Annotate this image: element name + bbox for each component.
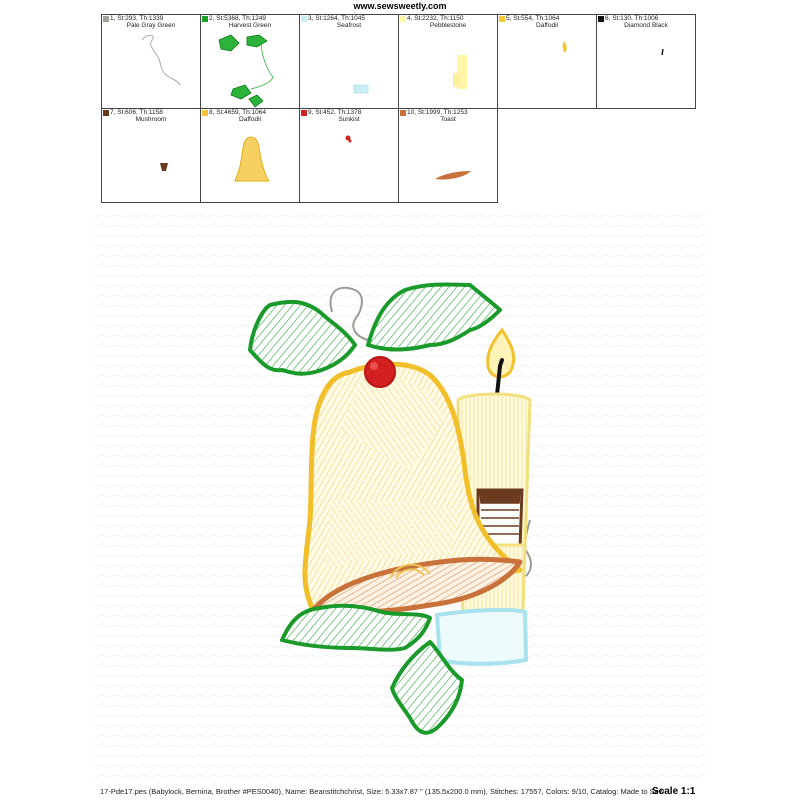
holly-leaves-thumb-icon [201,15,299,108]
gray-outline-thumb-icon [102,15,200,108]
wick-thumb-icon [597,15,695,108]
color-cell-1 [101,14,201,109]
color-stats-9: 9, St:452, Th:1378 [308,109,362,116]
color-cell-10 [398,108,498,203]
color-cell-8 [200,108,300,203]
color-cell-3 [299,14,399,109]
holly-leaf-bottom-left [282,606,430,650]
color-name-4: Pebblestone [429,22,467,29]
site-url: www.sewsweetly.com [353,1,447,11]
candle-base-thumb-icon [300,15,398,108]
color-name-3: Seafrost [336,22,362,29]
color-stats-6: 6, St:130, Th:1006 [605,15,659,22]
color-cell-9 [299,108,399,203]
color-stats-5: 5, St:554, Th:1064 [506,15,560,22]
color-name-8: Daffodil [239,116,261,123]
berry-highlight [370,362,378,370]
color-stats-4: 4, St:2232, Th:1150 [407,15,464,22]
color-cell-6 [596,14,696,109]
color-stats-7: 7, St:606, Th:1158 [110,109,163,116]
bell-rim-thumb-icon [399,109,497,202]
scale-label: Scale 1:1 [652,786,696,797]
color-cell-2 [200,14,300,109]
color-stats-3: 3, St:1264, Th:1045 [308,15,365,22]
color-name-7: Mushroom [135,116,167,123]
holly-berry [365,357,395,387]
embroidery-design [0,200,800,780]
candle-base [437,610,526,664]
flame-thumb-icon [498,15,596,108]
color-stats-1: 1, St:293, Th:1339 [110,15,164,22]
candle-band-thumb-icon [102,109,200,202]
color-stats-8: 8, St:4659, Th:1064 [209,109,266,116]
berry-thumb-icon [300,109,398,202]
color-name-5: Daffodil [536,22,558,29]
bell-thumb-icon [201,109,299,202]
color-stats-10: 10, St:1999, Th:1253 [407,109,468,116]
color-name-1: Pale Gray Green [126,22,176,29]
design-info: 17-Pde17.pes (Babylock, Bernina, Brother #PES0040), Name: Beanstitchchrist, Size: 5.33x7.87 " (135.5x200.0 mm), Stitches: 17557, Colors: 9/10, Catalog: Made to Sew [100,787,665,796]
color-name-2: Harvest Green [228,22,272,29]
color-name-6: Diamond Black [624,22,668,29]
color-name-10: Toast [440,116,456,123]
color-cell-5 [497,14,597,109]
color-name-9: Sunkist [338,116,360,123]
color-cell-7 [101,108,201,203]
color-cell-4 [398,14,498,109]
color-stats-2: 2, St:5368, Th:1249 [209,15,266,22]
candle-thumb-icon [399,15,497,108]
